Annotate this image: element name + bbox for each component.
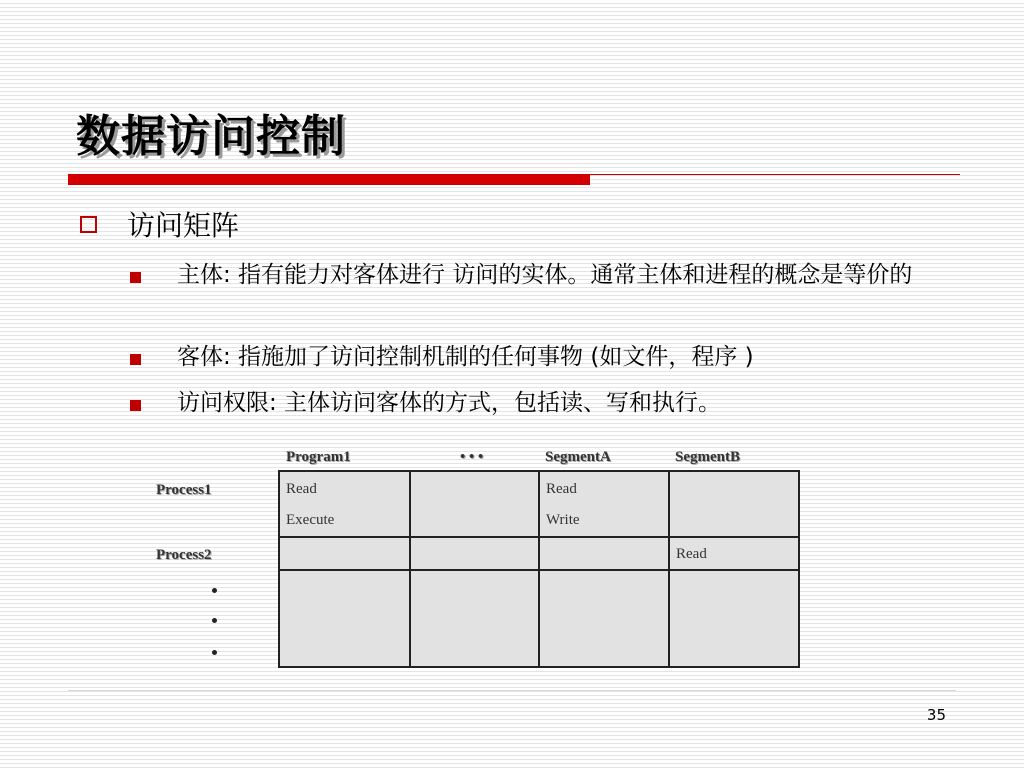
page-number: 35 xyxy=(926,706,946,724)
hollow-square-bullet-icon xyxy=(80,216,97,233)
slide-title: 数据访问控制 xyxy=(76,111,346,162)
column-header-ellipsis: • • • xyxy=(460,449,484,465)
sub-bullet-text: 主体: 指有能力对客体进行 访问的实体。通常主体和进程的概念是等价的 xyxy=(177,262,913,288)
matrix-cell-text: Read xyxy=(286,481,317,497)
matrix-grid xyxy=(278,470,800,668)
row-header-process2: Process2 xyxy=(156,547,212,563)
grid-divider xyxy=(280,569,798,571)
matrix-cell-text: Write xyxy=(546,512,580,528)
sub-bullet-subject xyxy=(130,264,967,292)
bullet-level1-label: 访问矩阵 xyxy=(127,209,240,242)
ellipsis-dot xyxy=(212,618,217,623)
matrix-cell-text: Execute xyxy=(286,512,335,528)
access-matrix-figure xyxy=(150,440,810,672)
row-header-process1: Process1 xyxy=(156,482,212,498)
filled-square-bullet-icon xyxy=(130,400,141,411)
ellipsis-dot xyxy=(212,650,217,655)
filled-square-bullet-icon xyxy=(130,354,141,365)
sub-bullet-access-right xyxy=(130,392,967,420)
sub-bullet-text: 访问权限: 主体访问客体的方式，包括读、写和执行。 xyxy=(177,390,722,416)
column-header-program1: Program1 xyxy=(286,449,351,465)
matrix-cell-text: Read xyxy=(546,481,577,497)
title-divider-thick xyxy=(68,175,590,185)
matrix-cell-text: Read xyxy=(676,546,707,562)
sub-bullet-object xyxy=(130,346,967,374)
grid-divider xyxy=(280,536,798,538)
ellipsis-dot xyxy=(212,588,217,593)
footer-divider xyxy=(68,690,956,691)
bullet-level1 xyxy=(80,204,239,244)
column-header-segmentb: SegmentB xyxy=(675,449,740,465)
sub-bullet-text: 客体: 指施加了访问控制机制的任何事物 (如文件，程序 ) xyxy=(177,344,754,370)
filled-square-bullet-icon xyxy=(130,272,141,283)
column-header-segmenta: SegmentA xyxy=(545,449,611,465)
